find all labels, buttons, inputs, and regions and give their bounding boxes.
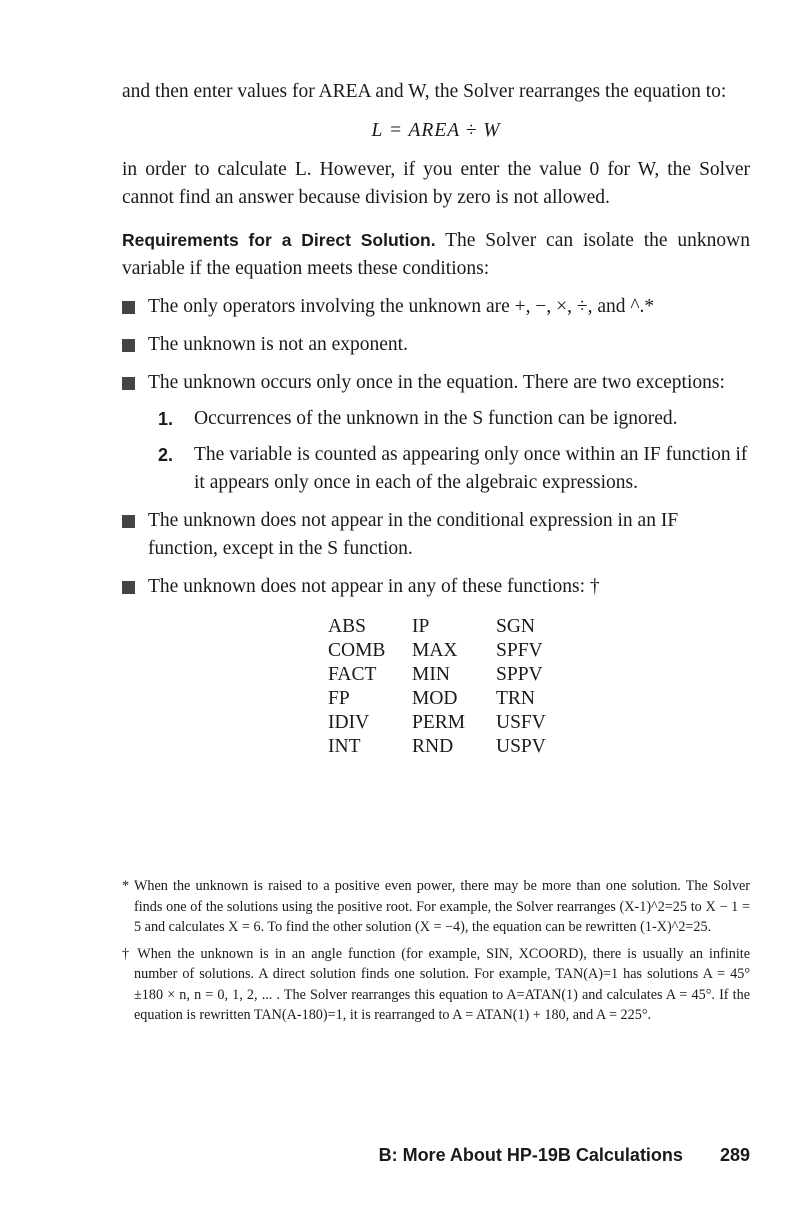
table-cell: IP [412, 616, 430, 637]
bullet-square-icon [122, 515, 135, 528]
table-cell: SGN [496, 616, 536, 637]
table-cell: MAX [412, 640, 458, 661]
page-body [122, 78, 750, 759]
bullet-operators [122, 293, 750, 321]
table-cell: SPPV [496, 664, 543, 685]
table-cell: MOD [412, 688, 458, 709]
table-cell: SPFV [496, 640, 543, 661]
table-row [328, 639, 546, 663]
table-row [328, 687, 546, 711]
exception-item [148, 405, 750, 433]
table-cell: FP [328, 688, 350, 709]
table-cell: INT [328, 736, 361, 757]
footnote-asterisk: * When the unknown is raised to a positive even power, there may be more than one solution. The Solver finds one of the solutions using the positive root. For example, the Solver rearranges (X-1)^2=25 to X − 1 = 5 and calculates X = 6. To find the other solution (X = −4), the equation can be rewritten (1-X)^2=25. [122, 878, 750, 935]
bullet-square-icon [122, 581, 135, 594]
table-row [328, 735, 546, 759]
equation: L = AREA ÷ W [371, 120, 501, 141]
bullet-exponent [122, 331, 750, 359]
table-cell: USFV [496, 712, 546, 733]
bullet-text: The unknown is not an exponent. [148, 334, 408, 355]
bullet-functions [122, 573, 750, 601]
table-row [328, 711, 546, 735]
paragraph-intro: and then enter values for AREA and W, the Solver rearranges the equation to: [122, 81, 727, 102]
table-cell: ABS [328, 616, 366, 637]
bullet-square-icon [122, 339, 135, 352]
exception-text: Occurrences of the unknown in the S function can be ignored. [194, 408, 678, 429]
paragraph-division: in order to calculate L. However, if you enter the value 0 for W, the Solver cannot find an answer because division by zero is not allowed. [122, 159, 750, 208]
bullet-text: The unknown does not appear in the conditional expression in an IF function, except in the S function. [148, 510, 679, 559]
bullet-square-icon [122, 301, 135, 314]
footnotes [122, 876, 750, 1032]
page-footer [0, 1145, 750, 1166]
page-number: 289 [719, 1145, 750, 1165]
bullet-text: The unknown occurs only once in the equation. There are two exceptions: [148, 372, 725, 393]
functions-table [328, 615, 546, 759]
table-cell: COMB [328, 640, 386, 661]
section-paragraph [122, 226, 750, 283]
table-cell: MIN [412, 664, 450, 685]
table-cell: PERM [412, 712, 466, 733]
exception-number: 2. [158, 445, 174, 465]
table-cell: FACT [328, 664, 377, 685]
table-cell: TRN [496, 688, 535, 709]
bullet-occurs-once [122, 369, 750, 397]
table-cell: USPV [496, 736, 546, 757]
footnote-dagger: † When the unknown is in an angle function (for example, SIN, XCOORD), there is usually an infinite number of solutions. A direct solution finds one solution. For example, TAN(A)=1 has solutions A = 45° ±180 × n, n = 0, 1, 2, ... . The Solver rearranges this equation to A=ATAN(1) and calculates A = 45°. If the equation is rewritten TAN(A-180)=1, it is rearranged to A = ATAN(1) + 180, and A = 225°. [122, 945, 750, 1023]
bullet-text: The unknown does not appear in any of these functions: † [148, 576, 600, 597]
exception-number: 1. [158, 409, 174, 429]
exception-item [148, 441, 750, 497]
section-heading: Requirements for a Direct Solution. [122, 230, 436, 250]
exception-text: The variable is counted as appearing only once within an IF function if it appears only once in each of the algebraic expressions. [194, 444, 748, 493]
bullet-text: The only operators involving the unknown are +, −, ×, ÷, and ^.* [148, 296, 655, 317]
bullet-square-icon [122, 377, 135, 390]
table-row [328, 615, 546, 639]
table-cell: RND [412, 736, 454, 757]
table-cell: IDIV [328, 712, 370, 733]
table-row [328, 663, 546, 687]
section-intro: The Solver can isolate the unknown variable if the equation meets these conditions: [122, 230, 750, 279]
footer-title: B: More About HP-19B Calculations [378, 1145, 683, 1165]
bullet-conditional [122, 507, 750, 563]
